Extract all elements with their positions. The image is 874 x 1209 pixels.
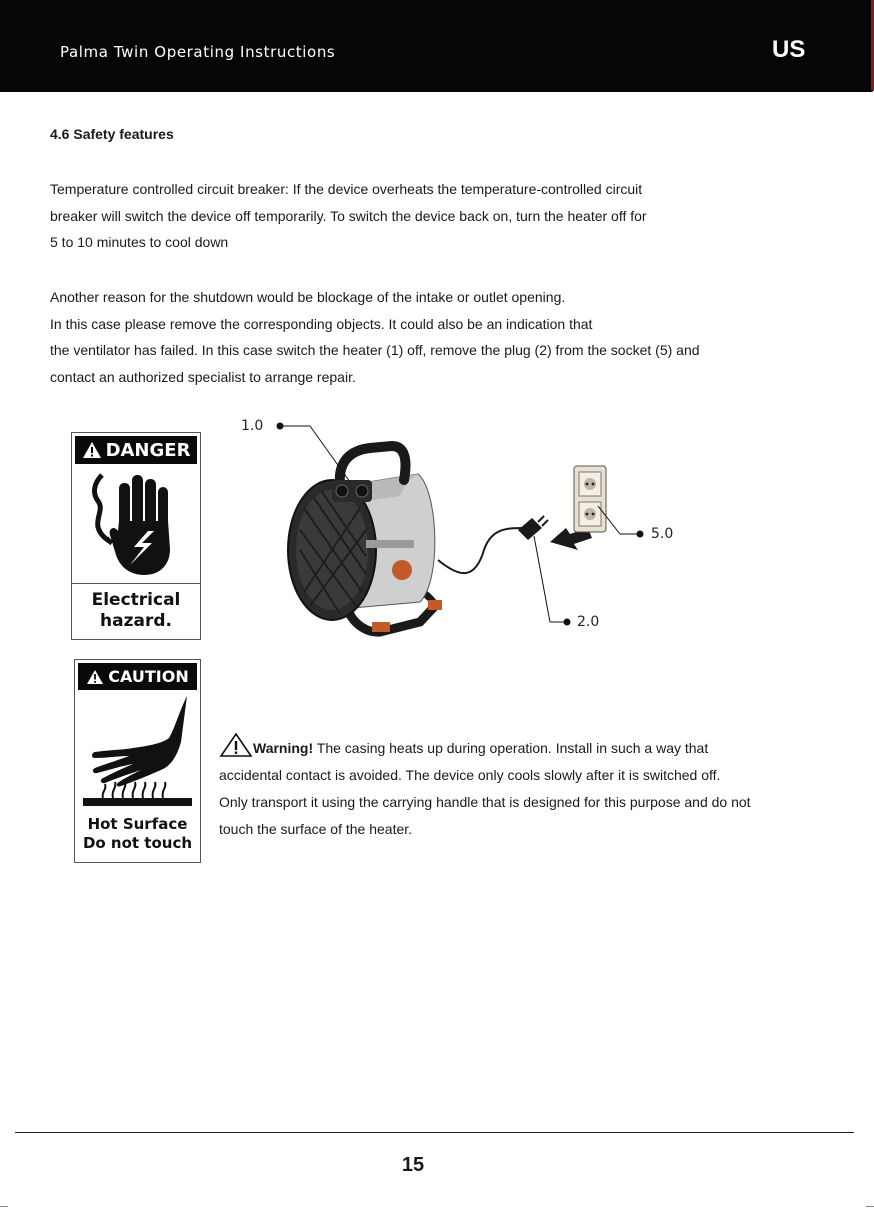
caution-banner (78, 663, 197, 690)
shock-hand-icon (86, 469, 186, 581)
crop-mark (0, 1206, 8, 1207)
paragraph-circuit-breaker (50, 176, 840, 256)
warning-text: The casing heats up during operation. Install in such a way that (313, 740, 709, 756)
callout-plug-label: 2.0 (577, 614, 600, 630)
caution-sign (74, 659, 201, 863)
heater-figure (270, 410, 690, 650)
warning-label: Warning! (253, 740, 314, 756)
danger-sign (71, 432, 201, 640)
region-code: US (772, 36, 806, 63)
hot-surface-hand-icon (83, 694, 193, 806)
fan-heater-illustration (288, 446, 606, 632)
danger-caption-line: hazard. (100, 611, 172, 631)
paragraph-line: Temperature controlled circuit breaker: If the device overheats the temperature-controlled circuit (50, 181, 643, 197)
page-header (0, 0, 874, 92)
paragraph-line: 5 to 10 minutes to cool down (50, 234, 229, 250)
warning-triangle-icon (82, 441, 102, 459)
danger-banner (75, 436, 197, 464)
paragraph-line: Another reason for the shutdown would be blockage of the intake or outlet opening. (50, 289, 566, 305)
paragraph-line: the ventilator has failed. In this case switch the heater (1) off, remove the plug (2) from the socket (5) and (50, 342, 700, 358)
paragraph-line: contact an authorized specialist to arrange repair. (50, 368, 356, 385)
callout-leader-plug (534, 536, 571, 626)
sign-divider (72, 583, 200, 584)
warning-line (219, 733, 844, 762)
warning-note (219, 733, 844, 843)
caution-caption (75, 815, 200, 853)
crop-mark (866, 1206, 874, 1207)
warning-line: Only transport it using the carrying handle that is designed for this purpose and do not (219, 794, 751, 810)
warning-line: touch the surface of the heater. (219, 821, 413, 837)
danger-caption (72, 590, 200, 632)
callout-socket-label: 5.0 (651, 526, 674, 542)
callout-switch-label: 1.0 (241, 418, 264, 434)
paragraph-shutdown-reason (50, 284, 840, 390)
section-heading: 4.6 Safety features (50, 126, 174, 142)
document-title: Palma Twin Operating Instructions (60, 43, 336, 61)
danger-banner-label: DANGER (105, 439, 191, 461)
caution-caption-line: Hot Surface (87, 815, 188, 833)
page-number: 15 (401, 1154, 425, 1176)
caution-banner-label: CAUTION (108, 667, 189, 686)
warning-triangle-icon (219, 733, 253, 757)
danger-caption-line: Electrical (91, 590, 181, 610)
paragraph-line: In this case please remove the corresponding objects. It could also be an indication that (50, 315, 593, 332)
paragraph-line: breaker will switch the device off temporarily. To switch the device back on, turn the heater off for (50, 207, 647, 224)
caution-caption-line: Do not touch (82, 834, 193, 852)
warning-triangle-icon (86, 669, 104, 685)
warning-line: accidental contact is avoided. The device only cools slowly after it is switched off. (219, 767, 721, 783)
footer-divider (15, 1132, 854, 1133)
